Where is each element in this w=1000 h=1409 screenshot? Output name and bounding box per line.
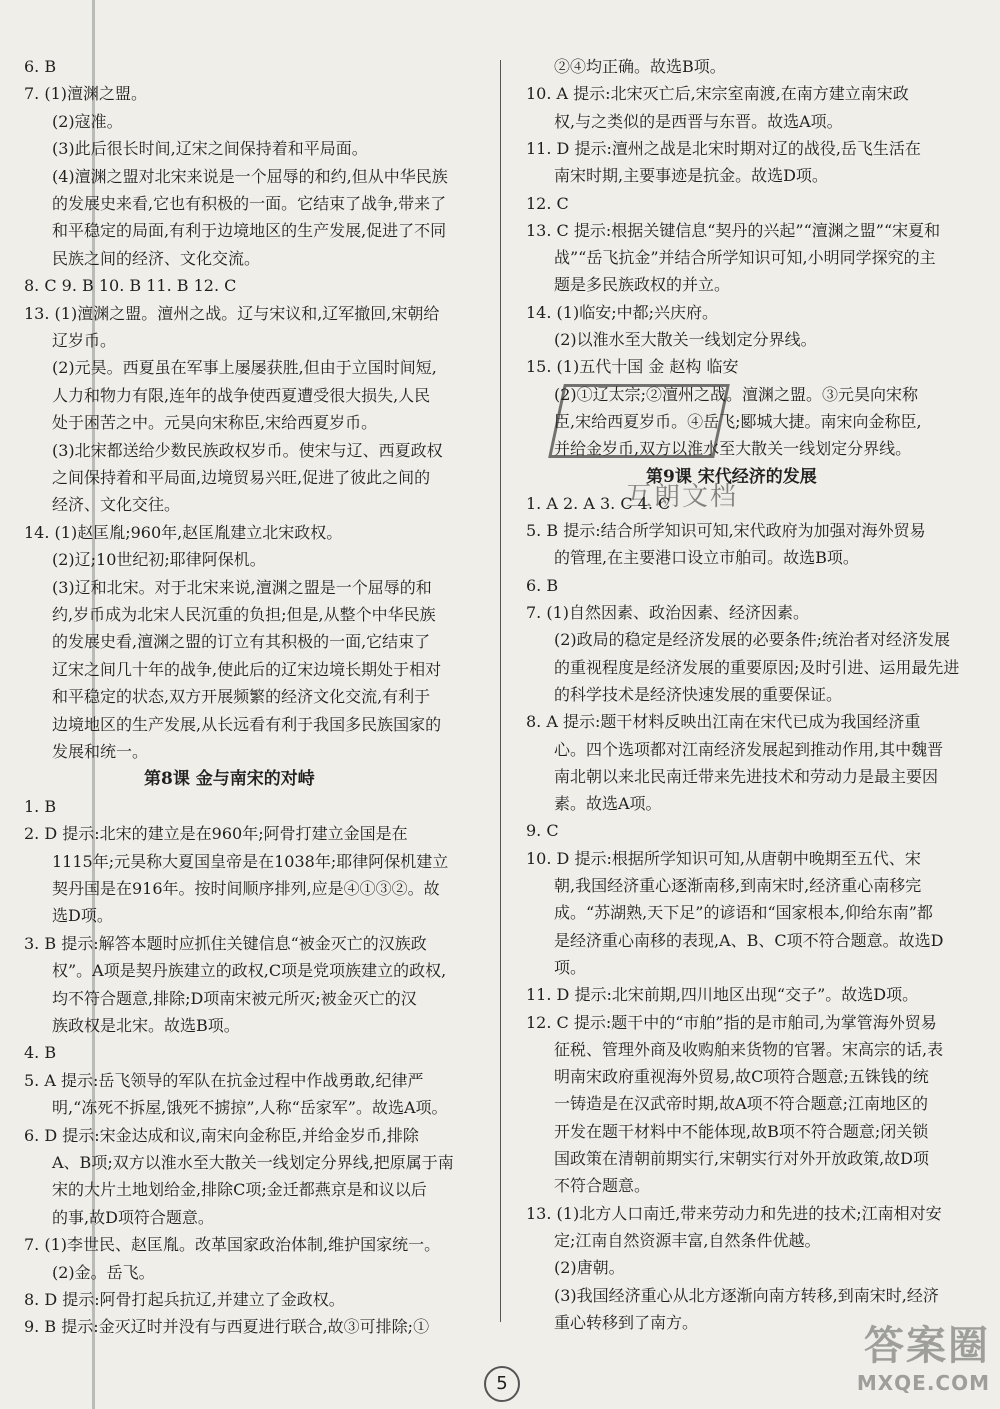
answer-line: 9. B 提示:金灭辽时并没有与西夏进行联合,故③可排除;① <box>24 1317 430 1337</box>
answer-line: (3)辽和北宋。对于北宋来说,澶渊之盟是一个屈辱的和 <box>52 577 432 597</box>
answer-line: 处于困苦之中。元昊向宋称臣,宋给西夏岁币。 <box>52 413 378 433</box>
answer-line: 心。四个选项都对江南经济发展起到推动作用,其中魏晋 <box>554 739 944 759</box>
answer-line: 项。 <box>554 957 587 977</box>
answer-line: (2)唐朝。 <box>554 1258 625 1278</box>
stamp-logo <box>548 384 730 458</box>
lesson-title: 第8课 金与南宋的对峙 <box>144 769 315 790</box>
column-divider <box>500 60 501 1322</box>
answer-line: 南北朝以来北民南迁带来先进技术和劳动力是最主要因 <box>554 766 939 786</box>
answer-line: (4)澶渊之盟对北宋来说是一个屈辱的和约,但从中华民族 <box>52 166 448 186</box>
answer-line: 是经济重心南移的表现,A、B、C项不符合题意。故选D <box>554 930 944 950</box>
answer-line: 的发展史来看,它也有积极的一面。它结束了战争,带来了 <box>52 194 447 213</box>
answer-line: (3)我国经济重心从北方逐渐向南方转移,到南宋时,经济 <box>554 1285 939 1305</box>
answer-line: 之间保持着和平局面,边境贸易兴旺,促进了彼此之间的 <box>52 468 431 487</box>
answer-line: (2)元昊。西夏虽在军事上屡屡获胜,但由于立国时间短, <box>52 358 437 378</box>
answer-line: 8. A 提示:题干材料反映出江南在宋代已成为我国经济重 <box>526 712 921 732</box>
answer-line: 7. (1)自然因素、政治因素、经济因素。 <box>526 603 810 622</box>
watermark-title: 答案圈 <box>864 1323 990 1369</box>
answer-line: 11. D 提示:北宋前期,四川地区出现“交子”。故选D项。 <box>526 985 919 1005</box>
answer-line: 1. B <box>24 796 57 816</box>
answer-line: 的事,故D项符合题意。 <box>52 1207 214 1227</box>
answer-line: (2)辽;10世纪初;耶律阿保机。 <box>52 550 266 570</box>
watermark-logo <box>857 1314 990 1395</box>
answer-line: (2)以淮水至大散关一线划定分界线。 <box>554 330 817 349</box>
answer-line: 选D项。 <box>52 906 113 926</box>
lesson-title: 第9课 宋代经济的发展 <box>646 466 817 487</box>
answer-line: 的管理,在主要港口设立市舶司。故选B项。 <box>554 548 859 568</box>
answer-line: 4. B <box>24 1043 57 1063</box>
answer-line: 臣,宋给西夏岁币。④岳飞;郾城大捷。南宋向金称臣, <box>554 411 922 431</box>
answer-line: 一铸造是在汉武帝时期,故A项不符合题意;江南地区的 <box>554 1094 929 1114</box>
answer-line: 契丹国是在916年。按时间顺序排列,应是④①③②。故 <box>52 879 440 898</box>
answer-line: 族政权是北宋。故选B项。 <box>52 1016 240 1035</box>
answer-line: 民族之间的经济、文化交流。 <box>52 248 261 268</box>
answer-line: 7. (1)澶渊之盟。 <box>24 84 148 104</box>
answer-line: A、B项;双方以淮水至大散关一线划定分界线,把原属于南 <box>52 1153 454 1172</box>
answer-line: 朝,我国经济重心逐渐南移,到南宋时,经济重心南移完 <box>554 876 922 895</box>
answer-line: 明,“冻死不拆屋,饿死不掳掠”,人称“岳家军”。故选A项。 <box>52 1098 448 1118</box>
answer-line: (3)北宋都送给少数民族政权岁币。使宋与辽、西夏政权 <box>52 440 443 460</box>
answer-line: 边境地区的生产发展,从长远看有利于我国多民族国家的 <box>52 714 442 734</box>
answer-line: 11. D 提示:澶州之战是北宋时期对辽的战役,岳飞生活在 <box>526 138 921 158</box>
answer-line: 不符合题意。 <box>554 1176 651 1196</box>
answer-line: 开发在题干材料中不能体现,故B项不符合题意;闭关锁 <box>554 1121 929 1141</box>
answer-line: 素。故选A项。 <box>554 794 662 814</box>
answer-line: 均不符合题意,排除;D项南宋被元所灭;被金灭亡的汉 <box>52 988 417 1008</box>
answer-line: (2)寇准。 <box>52 111 123 131</box>
answer-line: 6. B <box>24 57 57 76</box>
stamp-text: 互朗文档 <box>626 482 739 512</box>
answer-line: 辽岁币。 <box>52 331 117 350</box>
answer-line: 8. C 9. B 10. B 11. B 12. C <box>24 276 237 296</box>
answer-line: 征税、管理外商及收购舶来货物的官署。宋高宗的话,表 <box>554 1039 944 1059</box>
answer-line: 权,与之类似的是西晋与东晋。故选A项。 <box>554 111 843 131</box>
answer-line: 10. A 提示:北宋灭亡后,宋宗室南渡,在南方建立南宋政 <box>526 84 909 104</box>
answer-line: 10. D 提示:根据所学知识可知,从唐朝中晚期至五代、宋 <box>526 848 921 868</box>
answer-line: (3)此后很长时间,辽宋之间保持着和平局面。 <box>52 139 368 159</box>
answer-line: 12. C 提示:题干中的“市舶”指的是市舶司,为掌管海外贸易 <box>526 1012 937 1032</box>
answer-line: 15. (1)五代十国 金 赵构 临安 <box>526 357 739 377</box>
answer-line: (2)政局的稳定是经济发展的必要条件;统治者对经济发展 <box>554 630 951 650</box>
answer-line: 并给金岁币,双方以淮水至大散关一线划定分界线。 <box>554 439 912 459</box>
page-number: 5 <box>484 1366 520 1402</box>
answer-line: 5. A 提示:岳飞领导的军队在抗金过程中作战勇敢,纪律严 <box>24 1070 424 1090</box>
answer-line: 的发展史看,澶渊之盟的订立有其积极的一面,它结束了 <box>52 632 431 652</box>
answer-line: 1. A 2. A 3. C 4. C <box>526 493 671 513</box>
answer-line: 2. D 提示:北宋的建立是在960年;阿骨打建立金国是在 <box>24 824 408 844</box>
watermark-url: MXQE.COM <box>856 1371 990 1395</box>
answer-line: 5. B 提示:结合所学知识可知,宋代政府为加强对海外贸易 <box>526 521 926 541</box>
answer-line: 13. (1)北方人口南迁,带来劳动力和先进的技术;江南相对安 <box>526 1203 942 1223</box>
answer-line: 约,岁币成为北宋人民沉重的负担;但是,从整个中华民族 <box>52 605 436 624</box>
answer-line: 7. (1)李世民、赵匡胤。改革国家政治体制,维护国家统一。 <box>24 1235 441 1255</box>
answer-line: 的重视程度是经济发展的重要原因;及时引进、运用最先进 <box>554 657 960 677</box>
answer-line: 发展和统一。 <box>52 742 149 761</box>
answer-line: 的科学技术是经济快速发展的重要保证。 <box>554 684 843 704</box>
answer-line: 经济、文化交往。 <box>52 495 181 515</box>
answer-line: 14. (1)赵匡胤;960年,赵匡胤建立北宋政权。 <box>24 522 343 542</box>
answer-line: 3. B 提示:解答本题时应抓住关键信息“被金灭亡的汉族政 <box>24 933 427 953</box>
answer-line: 南宋时期,主要事迹是抗金。故选D项。 <box>554 166 828 186</box>
answer-line: 国政策在清朝前期实行,宋朝实行对外开放政策,故D项 <box>554 1149 930 1168</box>
answer-line: 13. C 提示:根据关键信息“契丹的兴起”“澶渊之盟”“宋夏和 <box>526 220 941 240</box>
answer-line: 题是多民族政权的并立。 <box>554 275 731 295</box>
answer-line: (2)金。岳飞。 <box>52 1262 155 1282</box>
answer-line: 9. C <box>526 821 559 841</box>
answer-line: ②④均正确。故选B项。 <box>554 57 726 76</box>
answer-line: 战”“岳飞抗金”并结合所学知识可知,小明同学探究的主 <box>554 248 936 268</box>
answer-line: 12. C <box>526 193 569 213</box>
answer-line: 成。“苏湖熟,天下足”的谚语和“国家根本,仰给东南”都 <box>554 903 933 923</box>
answer-line: 和平稳定的局面,有利于边境地区的生产发展,促进了不同 <box>52 221 447 241</box>
answer-line: 宋的大片土地划给金,排除C项;金迁都燕京是和议以后 <box>52 1180 427 1200</box>
answer-line: 人力和物力有限,连年的战争使西夏遭受很大损失,人民 <box>52 385 431 405</box>
answer-line: 明南宋政府重视海外贸易,故C项符合题意;五铢钱的统 <box>554 1067 929 1087</box>
answer-line: 辽宋之间几十年的战争,使此后的辽宋边境长期处于相对 <box>52 659 442 679</box>
answer-line: 和平稳定的状态,双方开展频繁的经济文化交流,有利于 <box>52 687 431 707</box>
answer-line: 权”。A项是契丹族建立的政权,C项是党项族建立的政权, <box>52 961 447 981</box>
answer-line: 13. (1)澶渊之盟。澶州之战。辽与宋议和,辽军撤回,宋朝给 <box>24 303 440 323</box>
answer-line: 6. D 提示:宋金达成和议,南宋向金称臣,并给金岁币,排除 <box>24 1125 419 1145</box>
answer-line: 定;江南自然资源丰富,自然条件优越。 <box>554 1230 821 1250</box>
answer-line: 1115年;元昊称大夏国皇帝是在1038年;耶律阿保机建立 <box>52 851 449 871</box>
answer-line: (2)①辽太宗;②澶州之战。澶渊之盟。③元昊向宋称 <box>554 384 919 404</box>
answer-line: 6. B <box>526 575 559 595</box>
answer-line: 8. D 提示:阿骨打起兵抗辽,并建立了金政权。 <box>24 1290 345 1309</box>
answer-line: 重心转移到了南方。 <box>554 1312 699 1332</box>
answer-line: 14. (1)临安;中都;兴庆府。 <box>526 302 718 322</box>
